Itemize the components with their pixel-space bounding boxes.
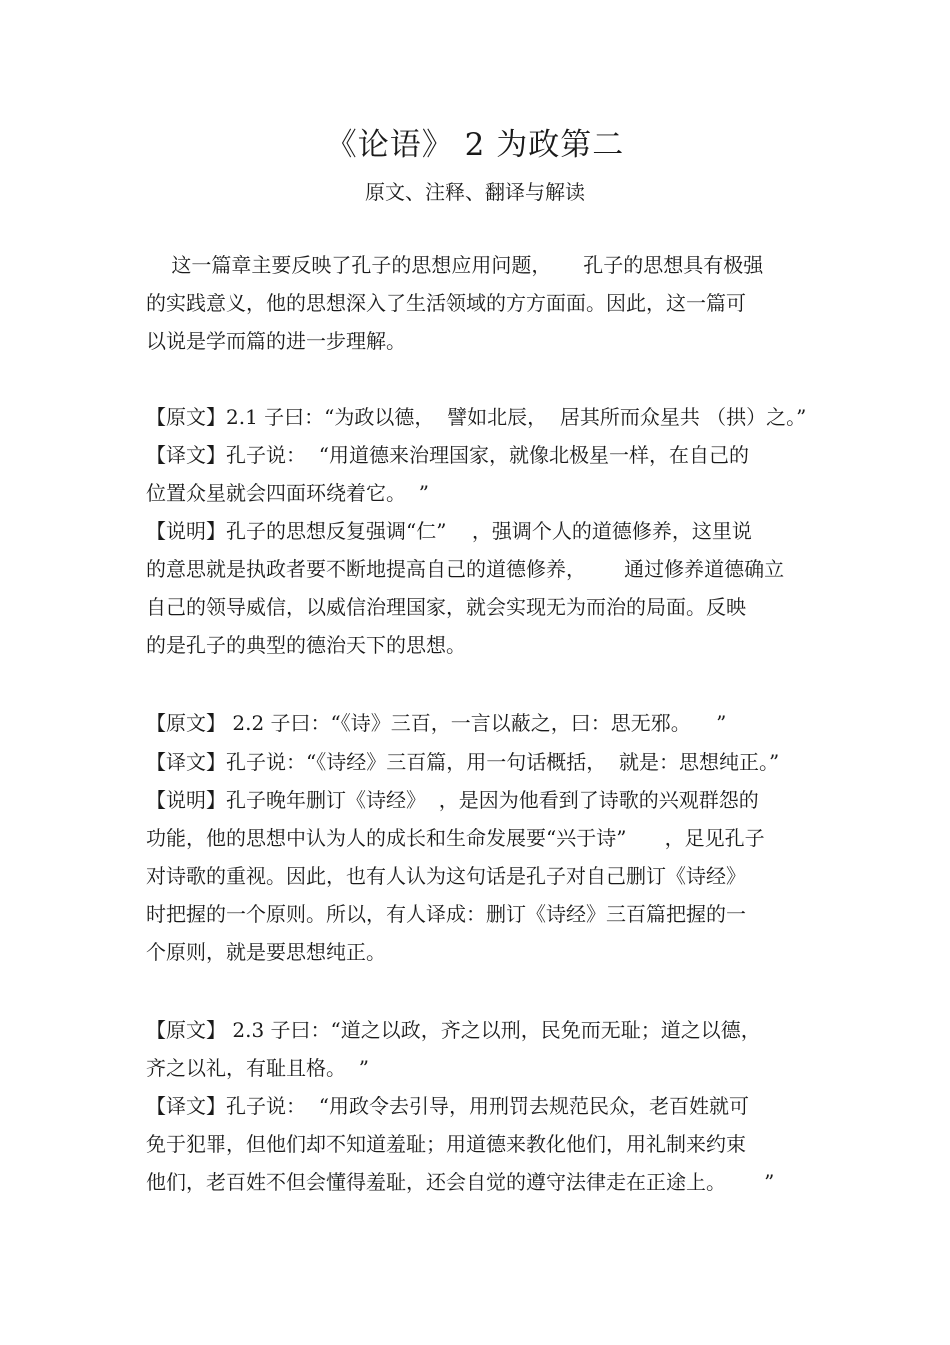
- document-subtitle: 原文、注释、翻译与解读: [365, 180, 585, 204]
- text-line: 以说是学而篇的进一步理解。: [146, 329, 406, 353]
- text-line: 的是孔子的典型的德治天下的思想。: [146, 633, 466, 657]
- text-line: 的实践意义，他的思想深入了生活领域的方方面面。因此，这一篇可: [146, 291, 746, 315]
- text-line: 齐之以礼，有耻且格。 ”: [146, 1056, 369, 1080]
- text-line: 这一篇章主要反映了孔子的思想应用问题， 孔子的思想具有极强: [146, 253, 764, 277]
- text-line: 【原文】 2.3 子曰：“道之以政，齐之以刑，民免而无耻；道之以德，: [146, 1018, 761, 1042]
- text-line: 【说明】孔子的思想反复强调“仁” ，强调个人的道德修养，这里说: [146, 519, 752, 543]
- text-line: 【原文】2.1 子曰：“为政以德， 譬如北辰， 居其所而众星共 （拱）之。”: [146, 405, 807, 429]
- text-line: 【译文】孔子说：“《诗经》三百篇，用一句话概括， 就是：思想纯正。”: [146, 750, 780, 774]
- text-line: 功能，他的思想中认为人的成长和生命发展要“兴于诗” ，足见孔子: [146, 826, 765, 850]
- text-line: 自己的领导威信，以威信治理国家，就会实现无为而治的局面。反映: [146, 595, 746, 619]
- text-line: 【原文】 2.2 子曰：“《诗》三百，一言以蔽之，曰：思无邪。 ”: [146, 711, 727, 735]
- text-line: 时把握的一个原则。所以，有人译成：删订《诗经》三百篇把握的一: [146, 902, 746, 926]
- text-line: 【译文】孔子说： “用政令去引导，用刑罚去规范民众，老百姓就可: [146, 1094, 749, 1118]
- text-line: 位置众星就会四面环绕着它。 ”: [146, 481, 429, 505]
- text-line: 的意思就是执政者要不断地提高自己的道德修养， 通过修养道德确立: [146, 557, 785, 581]
- text-line: 免于犯罪，但他们却不知道羞耻；用道德来教化他们，用礼制来约束: [146, 1132, 746, 1156]
- text-line: 【译文】孔子说： “用道德来治理国家，就像北极星一样，在自己的: [146, 443, 749, 467]
- text-line: 对诗歌的重视。因此，也有人认为这句话是孔子对自己删订《诗经》: [146, 864, 746, 888]
- text-line: 【说明】孔子晚年删订《诗经》 ，是因为他看到了诗歌的兴观群怨的: [146, 788, 759, 812]
- text-line: 他们，老百姓不但会懂得羞耻，还会自觉的遵守法律走在正途上。 ”: [146, 1170, 775, 1194]
- document-title: 《论语》 2 为政第二: [325, 127, 625, 163]
- text-line: 个原则，就是要思想纯正。: [146, 940, 386, 964]
